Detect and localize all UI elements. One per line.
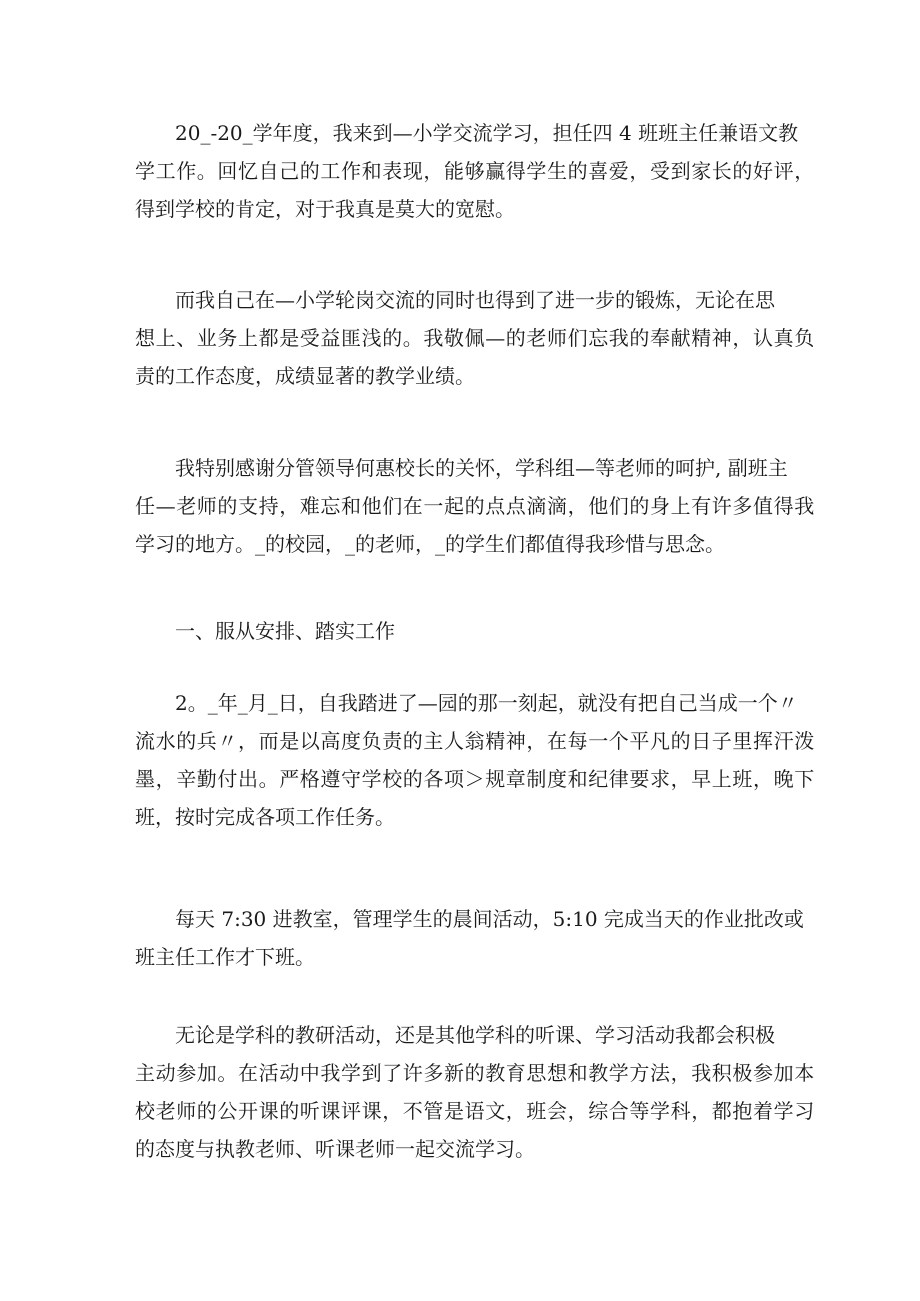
paragraph-line: 流水的兵〃，而是以高度负责的主人翁精神，在每一个平凡的日子里挥汗泼 [135, 729, 815, 753]
paragraph-line: 20_-20_学年度，我来到—小学交流学习，担任四 4 班班主任兼语文教 [175, 121, 799, 145]
paragraph-line: 主动参加。在活动中我学到了许多新的教育思想和教学方法，我积极参加本 [135, 1061, 815, 1085]
paragraph-line: 责的工作态度，成绩显著的教学业绩。 [135, 364, 475, 388]
paragraph-line: 2。_年_月_日，自我踏进了—园的那一刻起，就没有把自己当成一个〃 [175, 691, 798, 715]
paragraph-line: 的态度与执教老师、听课老师一起交流学习。 [135, 1137, 535, 1161]
paragraph-line: 得到学校的肯定，对于我真是莫大的宽慰。 [135, 197, 515, 221]
paragraph-teaching-activities [135, 1016, 815, 1168]
paragraph-line: 班，按时完成各项工作任务。 [135, 805, 395, 829]
paragraph-growth [135, 281, 815, 395]
paragraph-arrival [135, 684, 815, 836]
paragraph-gratitude [135, 449, 815, 563]
paragraph-line: 想上、业务上都是受益匪浅的。我敬佩—的老师们忘我的奉献精神，认真负 [135, 326, 815, 350]
section-heading-text: 一、服从安排、踏实工作 [175, 619, 395, 643]
paragraph-line: 学习的地方。_的校园，_的老师，_的学生们都值得我珍惜与思念。 [135, 532, 725, 556]
paragraph-line: 每天 7:30 进教室，管理学生的晨间活动，5:10 完成当天的作业批改或 [175, 907, 804, 931]
paragraph-line: 学工作。回忆自己的工作和表现，能够赢得学生的喜爱，受到家长的好评， [135, 159, 815, 183]
paragraph-line: 无论是学科的教研活动，还是其他学科的听课、学习活动我都会积极 [175, 1023, 775, 1047]
paragraph-line: 而我自己在—小学轮岗交流的同时也得到了进一步的锻炼，无论在思 [175, 288, 775, 312]
paragraph-line: 校老师的公开课的听课评课，不管是语文，班会，综合等学科，都抱着学习 [135, 1099, 815, 1123]
paragraph-line: 我特别感谢分管领导何惠校长的关怀，学科组—等老师的呵护, 副班主 [175, 456, 788, 480]
section-heading [135, 612, 795, 650]
paragraph-line: 墨，辛勤付出。严格遵守学校的各项＞规章制度和纪律要求，早上班，晚下 [135, 767, 815, 791]
paragraph-line: 班主任工作才下班。 [135, 945, 315, 969]
paragraph-school-year-intro [135, 114, 815, 228]
paragraph-daily-schedule [135, 900, 804, 976]
paragraph-line: 任—老师的支持，难忘和他们在一起的点点滴滴，他们的身上有许多值得我 [135, 494, 815, 518]
